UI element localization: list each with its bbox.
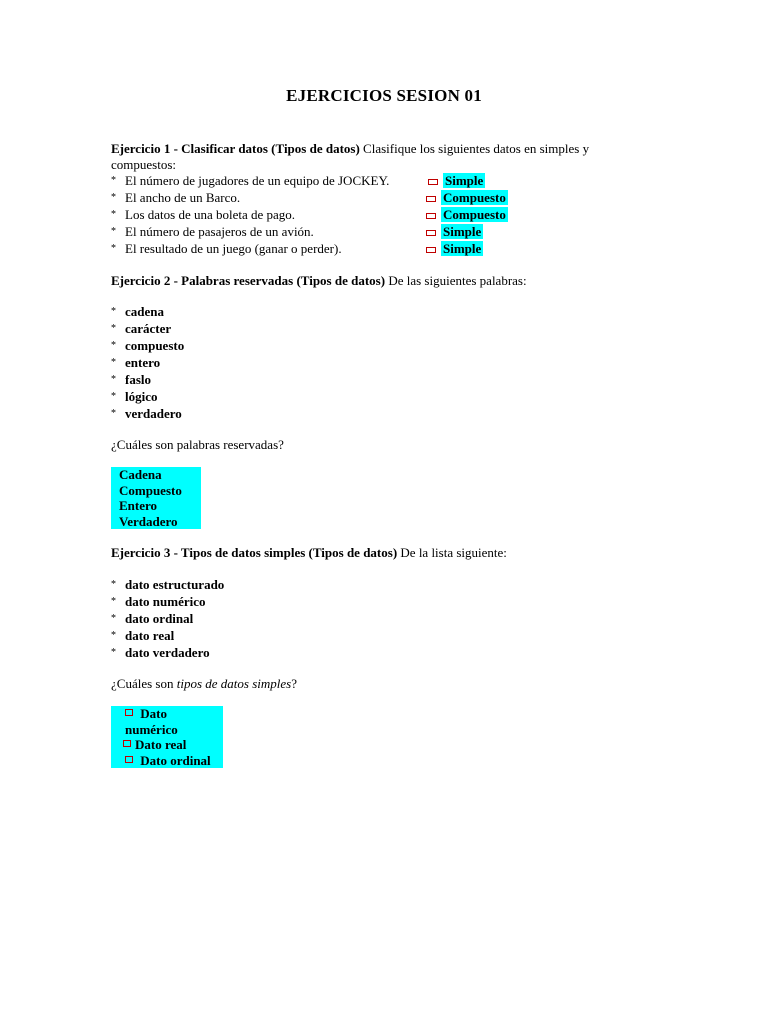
item-text: El ancho de un Barco. — [125, 190, 241, 205]
word: carácter — [125, 321, 172, 336]
answer-item — [123, 737, 221, 753]
exercise-2-instruction: De las siguientes palabras: — [385, 273, 527, 288]
bullet-icon: * — [111, 175, 116, 186]
bullet-icon: * — [111, 647, 116, 658]
answer-label: Dato real — [135, 737, 187, 752]
checkbox-icon — [426, 247, 436, 253]
answer-label: Compuesto — [443, 207, 506, 222]
answer-item: Entero — [119, 498, 158, 513]
bullet-icon: * — [111, 192, 116, 203]
answer-label: Dato numérico — [125, 706, 178, 737]
bullet-icon: * — [111, 596, 116, 607]
item-text: El número de pasajeros de un avión. — [125, 224, 314, 239]
answer — [426, 189, 508, 206]
exercise-1-intro — [111, 141, 651, 173]
exercise-3-answers — [111, 706, 223, 768]
word: faslo — [125, 372, 151, 387]
page-title: EJERCICIOS SESION 01 — [286, 86, 482, 105]
question-emphasis: tipos de datos simples — [176, 676, 292, 691]
word: compuesto — [125, 338, 185, 353]
question-text: ¿Cuáles son — [111, 676, 177, 691]
bullet-icon: * — [111, 374, 116, 385]
word: entero — [125, 355, 161, 370]
exercise-2-heading: Ejercicio 2 - Palabras reservadas (Tipos de datos) — [111, 273, 386, 288]
word: dato numérico — [125, 594, 206, 609]
checkbox-icon — [125, 756, 133, 763]
exercise-1-heading: Ejercicio 1 - Clasificar datos (Tipos de datos) — [111, 141, 360, 156]
answer-item: Cadena — [119, 467, 162, 482]
bullet-icon: * — [111, 613, 116, 624]
checkbox-icon — [426, 213, 436, 219]
checkbox-icon — [125, 709, 133, 716]
word: lógico — [125, 389, 158, 404]
answer — [426, 223, 483, 240]
bullet-icon: * — [111, 323, 116, 334]
exercise-2-question: ¿Cuáles son palabras reservadas? — [111, 437, 284, 452]
exercise-3-heading: Ejercicio 3 - Tipos de datos simples (Tipos de datos) — [111, 545, 398, 560]
checkbox-icon — [426, 230, 436, 236]
answer-item — [123, 753, 221, 769]
bullet-icon: * — [111, 340, 116, 351]
word: dato verdadero — [125, 645, 210, 660]
bullet-icon: * — [111, 408, 116, 419]
bullet-icon: * — [111, 630, 116, 641]
answer-item — [123, 706, 221, 737]
answer — [428, 172, 485, 189]
word: dato real — [125, 628, 175, 643]
answer-label: Simple — [445, 173, 484, 188]
bullet-icon: * — [111, 357, 116, 368]
bullet-icon: * — [111, 226, 116, 237]
exercise-3-question — [111, 676, 297, 692]
question-mark: ? — [291, 676, 297, 691]
answer-item: Compuesto — [119, 482, 182, 498]
bullet-icon: * — [111, 209, 116, 220]
item-text: El número de jugadores de un equipo de JOCKEY. — [125, 173, 390, 188]
checkbox-icon — [123, 740, 131, 747]
bullet-icon: * — [111, 579, 116, 590]
checkbox-icon — [428, 179, 438, 185]
answer — [426, 206, 508, 223]
item-text: El resultado de un juego (ganar o perder). — [125, 241, 342, 256]
answer-item: Verdadero — [119, 513, 178, 529]
exercise-3-instruction: De la lista siguiente: — [397, 545, 507, 560]
word: dato estructurado — [125, 577, 225, 592]
exercise-1-instruction: Clasifique los siguientes datos en simples y compuestos: — [111, 141, 590, 172]
word: verdadero — [125, 406, 182, 421]
exercise-3-intro — [111, 545, 507, 561]
checkbox-icon — [426, 196, 436, 202]
exercise-2-answers — [111, 467, 201, 529]
exercise-2-intro — [111, 273, 527, 289]
item-text: Los datos de una boleta de pago. — [125, 207, 296, 222]
answer — [426, 240, 483, 257]
bullet-icon: * — [111, 306, 116, 317]
answer-label: Simple — [443, 224, 482, 239]
word: cadena — [125, 304, 164, 319]
answer-label: Simple — [443, 241, 482, 256]
bullet-icon: * — [111, 391, 116, 402]
answer-label: Compuesto — [443, 190, 506, 205]
bullet-icon: * — [111, 243, 116, 254]
word: dato ordinal — [125, 611, 194, 626]
answer-label: Dato ordinal — [140, 752, 211, 768]
